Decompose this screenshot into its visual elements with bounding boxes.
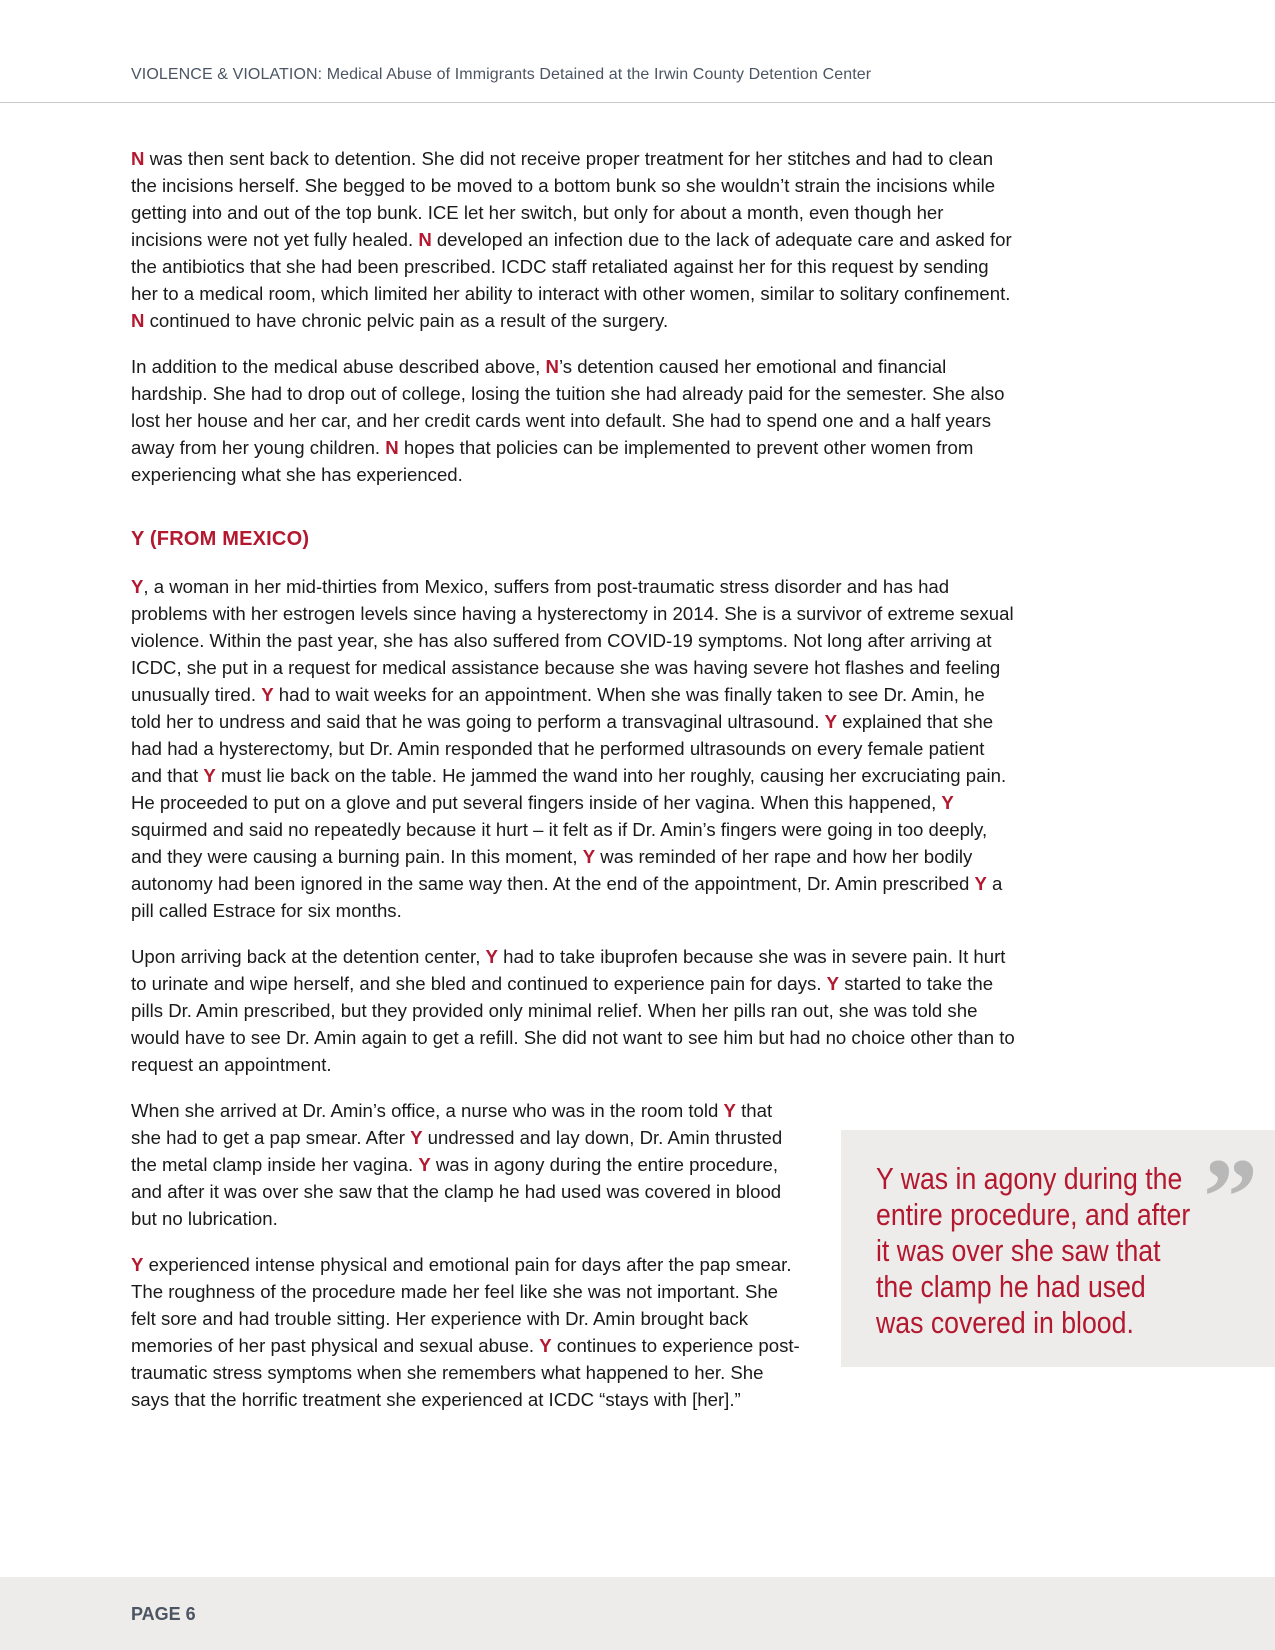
paragraph-text: started to take the pills Dr. Amin prescribed, but they provided only minimal relief. When her pills ran out, she was told she would have to see Dr. Amin again to get a refill. She did not want to see him but had no choice other than to request an appointment. xyxy=(131,973,1015,1075)
pull-quote xyxy=(841,1130,1275,1367)
paragraph-text: was then sent back to detention. She did not receive proper treatment for her stitches and had to clean the incisions herself. She begged to be moved to a bottom bunk so she wouldn’t strain the incisions while getting into and out of the top bunk. ICE let her switch, but only for about a month, even though her incisions were not yet fully healed. xyxy=(131,148,996,250)
paragraph-text: continued to have chronic pelvic pain as a result of the surgery. xyxy=(144,310,669,331)
document-title xyxy=(131,66,871,84)
paragraph-6 xyxy=(131,1251,801,1413)
paragraph-text: Upon arriving back at the detention center, xyxy=(131,946,486,967)
paragraph-5 xyxy=(131,1097,801,1232)
page-footer xyxy=(0,1577,1275,1650)
paragraph-text: hopes that policies can be implemented to prevent other women from experiencing what she has experienced. xyxy=(131,437,974,485)
person-initial: Y xyxy=(582,846,596,867)
paragraph-text: developed an infection due to the lack of adequate care and asked for the antibiotics that she had been prescribed. ICDC staff retaliated against her for this request by sending her to a medical room, which limited her ability to interact with other women, similar to solitary confinement. xyxy=(131,229,1012,304)
person-initial: Y xyxy=(826,973,840,994)
person-initial: Y xyxy=(410,1127,423,1148)
paragraph-text: undressed and lay down, Dr. Amin thrusted the metal clamp inside her vagina. xyxy=(131,1127,783,1175)
section-heading: Y (FROM MEXICO) xyxy=(131,528,310,550)
person-initial: Y xyxy=(261,684,274,705)
paragraph-4 xyxy=(131,943,1016,1078)
person-initial: N xyxy=(418,229,432,250)
person-initial: N xyxy=(131,148,145,169)
person-initial: Y xyxy=(974,873,987,894)
person-initial: N xyxy=(131,310,145,331)
paragraph-text: that she had to get a pap smear. After xyxy=(131,1100,773,1148)
paragraph-text: a pill called Estrace for six months. xyxy=(131,873,1003,921)
paragraph-text: explained that she had had a hysterectomy, but Dr. Amin responded that he performed ultrasounds on every female patient and that xyxy=(131,711,994,786)
paragraph-1 xyxy=(131,145,1016,334)
person-initial: N xyxy=(545,356,559,377)
person-initial: Y xyxy=(539,1335,552,1356)
paragraph-text: was reminded of her rape and how her bodily autonomy had been ignored in the same way then. At the end of the appointment, Dr. Amin prescribed xyxy=(131,846,975,894)
pull-quote-text: Y was in agony during the entire procedure, and after it was over she saw that the clamp he had used was covered in blood. xyxy=(876,1161,1191,1340)
person-initial: Y xyxy=(824,711,837,732)
paragraph-text: had to take ibuprofen because she was in severe pain. It hurt to urinate and wipe herself, and she bled and continued to experience pain for days. xyxy=(131,946,1006,994)
document-title-rest: Medical Abuse of Immigrants Detained at the Irwin County Detention Center xyxy=(322,66,872,83)
paragraph-text: must lie back on the table. He jammed the wand into her roughly, causing her excruciating pain. He proceeded to put on a glove and put several fingers inside of her vagina. When this happened, xyxy=(131,765,1007,813)
page-header xyxy=(0,0,1275,103)
person-initial: Y xyxy=(723,1100,736,1121)
paragraph-3 xyxy=(131,573,1016,924)
person-initial: Y xyxy=(131,576,144,597)
page-number: PAGE 6 xyxy=(131,1604,196,1624)
paragraph-text: had to wait weeks for an appointment. When she was finally taken to see Dr. Amin, he told her to undress and said that he was going to perform a transvaginal ultrasound. xyxy=(131,684,985,732)
paragraph-text: When she arrived at Dr. Amin’s office, a nurse who was in the room told xyxy=(131,1100,724,1121)
person-initial: N xyxy=(385,437,399,458)
paragraph-text: squirmed and said no repeatedly because it hurt – it felt as if Dr. Amin’s fingers were going in too deeply, and they were causing a burning pain. In this moment, xyxy=(131,819,988,867)
paragraph-text: was in agony during the entire procedure, and after it was over she saw that the clamp he had used was covered in blood but no lubrication. xyxy=(131,1154,782,1229)
person-initial: Y xyxy=(418,1154,431,1175)
paragraph-text: In addition to the medical abuse described above, xyxy=(131,356,546,377)
paragraph-2 xyxy=(131,353,1016,488)
quote-mark-icon: ” xyxy=(1203,1136,1258,1258)
paragraph-text: experienced intense physical and emotional pain for days after the pap smear. The roughness of the procedure made her feel like she was not important. She felt sore and had trouble sitting. Her experience with Dr. Amin brought back memories of her past physical and sexual abuse. xyxy=(131,1254,792,1356)
person-initial: Y xyxy=(203,765,216,786)
person-initial: Y xyxy=(941,792,954,813)
paragraph-text: ’s detention caused her emotional and financial hardship. She had to drop out of college, losing the tuition she had already paid for the semester. She also lost her house and her car, and her credit cards went into default. She had to spend one and a half years away from her young children. xyxy=(131,356,1005,458)
paragraph-text: continues to experience post-traumatic stress symptoms when she remembers what happened to her. She says that the horrific treatment she experienced at ICDC “stays with [her].” xyxy=(131,1335,800,1410)
person-initial: Y xyxy=(485,946,498,967)
person-initial: Y xyxy=(131,1254,144,1275)
paragraph-text: , a woman in her mid-thirties from Mexico, suffers from post-traumatic stress disorder and has had problems with her estrogen levels since having a hysterectomy in 2014. She is a survivor of extreme sexual violence. Within the past year, she has also suffered from COVID-19 symptoms. Not long after arriving at ICDC, she put in a request for medical assistance because she was having severe hot flashes and feeling unusually tired. xyxy=(131,576,1014,705)
document-title-lead: VIOLENCE & VIOLATION: xyxy=(131,66,323,83)
